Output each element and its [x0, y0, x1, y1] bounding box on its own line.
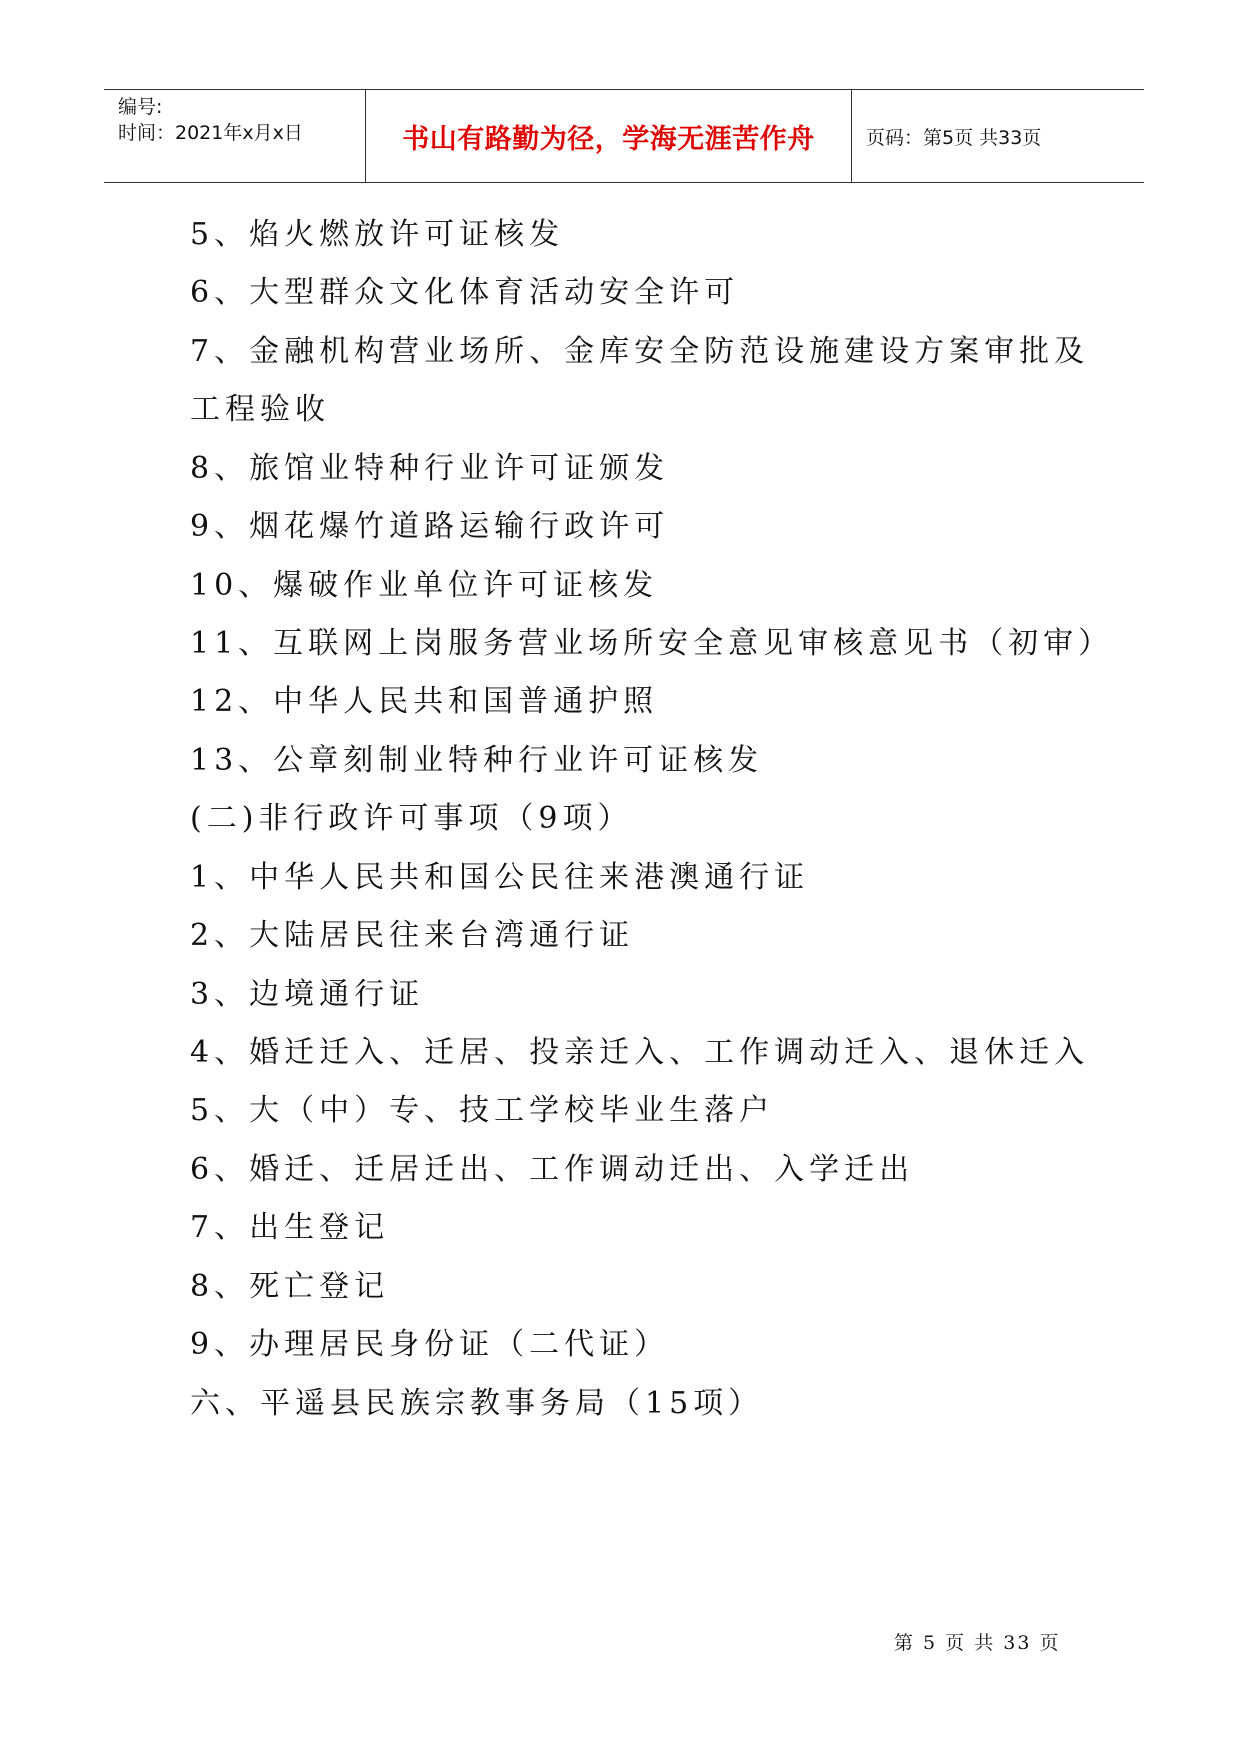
body-line: 9、办理居民身份证（二代证）	[190, 1327, 670, 1362]
document-number-label: 编号:	[118, 96, 163, 118]
body-line: 9、烟花爆竹道路运输行政许可	[190, 509, 670, 544]
section-heading: (二)非行政许可事项（9项）	[190, 801, 633, 836]
section-heading: 六、平遥县民族宗教事务局（15项）	[190, 1386, 764, 1421]
body-line: 10、爆破作业单位许可证核发	[190, 568, 659, 603]
body-line: 6、婚迁、迁居迁出、工作调动迁出、入学迁出	[190, 1152, 915, 1187]
body-line: 11、互联网上岗服务营业场所安全意见审核意见书（初审）	[190, 626, 1114, 661]
header-middle-cell	[366, 90, 852, 182]
body-line: 2、大陆居民往来台湾通行证	[190, 918, 635, 953]
document-time-label: 时间：2021年x月x日	[118, 122, 303, 144]
body-line: 4、婚迁迁入、迁居、投亲迁入、工作调动迁入、退休迁入	[190, 1035, 1090, 1070]
header-motto: 书山有路勤为径，学海无涯苦作舟	[402, 123, 815, 155]
header-left-cell	[104, 90, 366, 182]
body-line: 7、出生登记	[190, 1210, 390, 1245]
body-line: 3、边境通行证	[190, 977, 425, 1012]
body-line: 8、死亡登记	[190, 1269, 390, 1304]
page-header-table	[104, 89, 1144, 183]
body-line: 工程验收	[190, 392, 330, 427]
body-line: 6、大型群众文化体育活动安全许可	[190, 275, 740, 310]
body-line: 13、公章刻制业特种行业许可证核发	[190, 743, 764, 778]
body-line: 7、金融机构营业场所、金库安全防范设施建设方案审批及	[190, 334, 1090, 369]
body-line: 1、中华人民共和国公民往来港澳通行证	[190, 860, 810, 895]
header-right-cell	[852, 90, 1144, 182]
body-line: 5、大（中）专、技工学校毕业生落户	[190, 1093, 775, 1128]
body-line: 8、旅馆业特种行业许可证颁发	[190, 451, 670, 486]
body-line: 12、中华人民共和国普通护照	[190, 684, 659, 719]
header-page-info: 页码：第5页 共33页	[866, 126, 1042, 149]
body-line: 5、焰火燃放许可证核发	[190, 217, 565, 252]
page-footer: 第 5 页 共 33 页	[894, 1632, 1061, 1654]
